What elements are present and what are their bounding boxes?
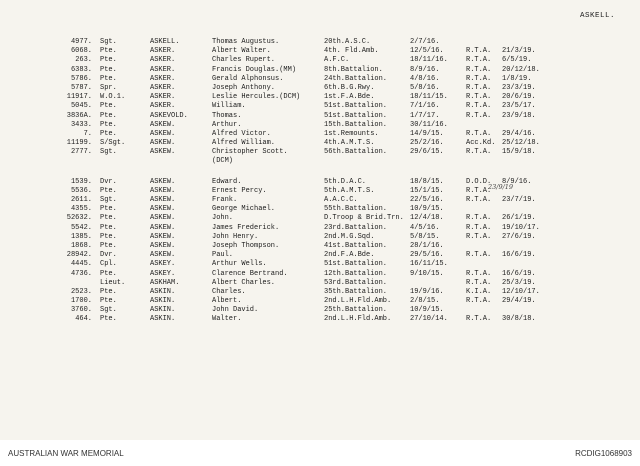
cell-status: K.I.A. <box>466 287 492 296</box>
cell-status: R.T.A. <box>466 223 492 232</box>
cell-sdate: 19/10/17. <box>502 223 540 232</box>
cell-status: R.T.A. <box>466 232 492 241</box>
cell-surname: ASKEW. <box>150 139 176 148</box>
cell-unit: 55th.Battalion. <box>324 205 388 214</box>
cell-unit: A.A.C.C. <box>324 196 358 204</box>
cell-num: 3836A. <box>66 111 92 120</box>
cell-date: 8/9/16. <box>410 65 440 74</box>
table-row <box>0 93 640 102</box>
cell-status: R.T.A. <box>466 148 492 157</box>
cell-status: D.O.D. <box>466 177 492 186</box>
cell-date: 4/8/16. <box>410 74 440 83</box>
cell-num: 1868. <box>70 241 92 250</box>
cell-sdate: 29/4/19. <box>502 297 536 306</box>
cell-unit: 5th.D.A.C. <box>324 177 367 186</box>
table-row <box>0 242 640 251</box>
cell-date: 5/8/15. <box>410 232 440 241</box>
cell-num: 28942. <box>66 251 92 260</box>
cell-status: R.T.A. <box>466 196 492 204</box>
cell-num: 1539. <box>70 177 92 186</box>
cell-num: 11199. <box>66 139 92 148</box>
cell-unit: 20th.A.S.C. <box>324 38 371 46</box>
cell-given: John. <box>212 214 234 223</box>
cell-date: 12/4/18. <box>410 214 444 223</box>
cell-date: 14/9/15. <box>410 129 444 138</box>
cell-date: 19/9/16. <box>410 287 444 296</box>
table-row <box>0 297 640 306</box>
table-row <box>0 260 640 269</box>
cell-sdate: 15/9/18. <box>502 148 536 157</box>
cell-num: 1700. <box>70 297 92 306</box>
cell-unit: 2nd.L.H.Fld.Amb. <box>324 315 392 324</box>
cell-unit: 6th.B.G.Rwy. <box>324 83 375 92</box>
cell-rank: Pte. <box>100 111 117 120</box>
cell-rank: Pte. <box>100 269 117 278</box>
cell-date: 29/6/15. <box>410 148 444 157</box>
cell-surname: ASKEW. <box>150 196 176 204</box>
cell-sdate: 16/6/19. <box>502 269 536 278</box>
cell-sdate: 6/5/19. <box>502 56 532 65</box>
cell-unit: 1st.F.A.Bde. <box>324 93 375 102</box>
cell-sdate: 1/8/19. <box>502 74 532 83</box>
cell-date: 18/8/15. <box>410 177 444 186</box>
cell-status: R.T.A. <box>466 83 492 92</box>
cell-sdate: 21/3/19. <box>502 47 536 56</box>
cell-sdate: 20/12/18. <box>502 65 540 74</box>
cell-date: 4/5/16. <box>410 223 440 232</box>
cell-rank: Dvr. <box>100 177 117 186</box>
cell-num: 263. <box>75 56 92 65</box>
cell-sdate: 20/6/19. <box>502 93 536 102</box>
cell-unit: 51st.Battalion. <box>324 260 388 269</box>
cell-given: William. <box>212 102 246 111</box>
cell-unit: 1st.Remounts. <box>324 129 379 138</box>
cell-given: Arthur. <box>212 120 242 129</box>
cell-surname: ASKEW. <box>150 177 176 186</box>
cell-sdate: 16/6/19. <box>502 251 536 260</box>
handwritten-note: 23/9/19 <box>488 183 514 191</box>
cell-rank: Cpl. <box>100 260 117 269</box>
cell-given: Alfred Victor. <box>212 129 271 138</box>
cell-num: 5787. <box>70 83 92 92</box>
cell-surname: ASKIN. <box>150 315 176 324</box>
table-row <box>0 121 640 130</box>
cell-sdate: 8/9/16. <box>502 177 532 186</box>
table-row <box>0 102 640 111</box>
table-row <box>0 279 640 288</box>
cell-unit: 8th.Battalion. <box>324 65 383 74</box>
cell-given: Albert Walter. <box>212 47 271 56</box>
cell-sdate: 23/7/19. <box>502 196 536 204</box>
cell-surname: ASKIN. <box>150 297 176 306</box>
cell-unit: 2nd.L.H.Fld.Amb. <box>324 297 392 306</box>
cell-given: Thomas Augustus. <box>212 38 280 46</box>
cell-status: R.T.A. <box>466 93 492 102</box>
cell-rank: Sgt. <box>100 148 117 157</box>
cell-rank: Sgt. <box>100 38 117 46</box>
cell-date: 2/8/15. <box>410 297 440 306</box>
cell-unit: 5th.A.M.T.S. <box>324 186 375 195</box>
cell-surname: ASKEW. <box>150 129 176 138</box>
cell-given: John David. <box>212 306 259 315</box>
cell-unit: 4th. Fld.Amb. <box>324 47 379 56</box>
cell-date: 18/11/15. <box>410 93 448 102</box>
cell-surname: ASKEY. <box>150 269 176 278</box>
cell-status: R.T.A. <box>466 269 492 278</box>
cell-num: 5045. <box>70 102 92 111</box>
cell-rank: W.O.1. <box>100 93 126 102</box>
cell-sdate: 25/12/18. <box>502 139 540 148</box>
cell-unit: 51st.Battalion. <box>324 102 388 111</box>
table-row <box>0 66 640 75</box>
cell-given: Ernest Percy. <box>212 186 267 195</box>
cell-status: R.T.A. <box>466 102 492 111</box>
cell-status: R.T.A. <box>466 214 492 223</box>
cell-unit: 15th.Battalion. <box>324 120 388 129</box>
cell-num: 4355. <box>70 205 92 214</box>
cell-surname: ASKEW. <box>150 241 176 250</box>
cell-surname: ASKEW. <box>150 186 176 195</box>
cell-surname: ASKEW. <box>150 120 176 129</box>
cell-rank: Pte. <box>100 102 117 111</box>
footer-bar <box>0 440 640 466</box>
cell-status: Acc.Kd. <box>466 139 496 148</box>
table-row <box>0 187 640 196</box>
cell-date: 25/2/16. <box>410 139 444 148</box>
cell-rank: Pte. <box>100 65 117 74</box>
cell-status: R.T.A. <box>466 297 492 306</box>
cell-rank: Sgt. <box>100 306 117 315</box>
cell-rank: Pte. <box>100 186 117 195</box>
cell-sdate: 12/10/17. <box>502 287 540 296</box>
cell-surname: ASKER. <box>150 74 176 83</box>
cell-date: 15/1/15. <box>410 186 444 195</box>
cell-surname: ASKER. <box>150 47 176 56</box>
cell-given: Charles. <box>212 287 246 296</box>
cell-num: 2777. <box>70 148 92 157</box>
cell-unit: 53rd.Battalion. <box>324 278 388 287</box>
cell-given: (DCM) <box>212 157 234 166</box>
cell-surname: ASKEVOLD. <box>150 111 188 120</box>
cell-status: R.T.A. <box>466 251 492 260</box>
table-row <box>0 270 640 279</box>
cell-rank: Pte. <box>100 74 117 83</box>
table-row <box>0 84 640 93</box>
cell-sdate: 26/1/19. <box>502 214 536 223</box>
cell-surname: ASKER. <box>150 65 176 74</box>
cell-given: George Michael. <box>212 205 276 214</box>
table-row <box>0 233 640 242</box>
cell-surname: ASKEW. <box>150 223 176 232</box>
cell-num: 6383. <box>70 65 92 74</box>
cell-given: Frank. <box>212 196 238 204</box>
cell-surname: ASKEW. <box>150 205 176 214</box>
cell-rank: Pte. <box>100 287 117 296</box>
cell-sdate: 23/3/19. <box>502 83 536 92</box>
cell-sdate: 23/9/18. <box>502 111 536 120</box>
cell-given: Joseph Thompson. <box>212 241 280 250</box>
cell-num: 6068. <box>70 47 92 56</box>
cell-unit: 23rd.Battalion. <box>324 223 388 232</box>
cell-unit: 51st.Battalion. <box>324 111 388 120</box>
cell-status: R.T.A. <box>466 65 492 74</box>
cell-date: 10/9/15. <box>410 306 444 315</box>
table-row <box>0 251 640 260</box>
cell-rank: Lieut. <box>100 278 126 287</box>
cell-unit: 24th.Battalion. <box>324 74 388 83</box>
cell-date: 7/1/16. <box>410 102 440 111</box>
cell-given: John Henry. <box>212 232 259 241</box>
table-row <box>0 47 640 56</box>
cell-rank: Spr. <box>100 83 117 92</box>
cell-rank: Pte. <box>100 120 117 129</box>
cell-given: Clarence Bertrand. <box>212 269 288 278</box>
cell-date: 2/7/16. <box>410 38 440 46</box>
cell-rank: Dvr. <box>100 251 117 260</box>
cell-rank: Pte. <box>100 297 117 306</box>
cell-given: Joseph Anthony. <box>212 83 276 92</box>
cell-rank: Pte. <box>100 205 117 214</box>
cell-num: 5542. <box>70 223 92 232</box>
cell-date: 16/11/15. <box>410 260 448 269</box>
cell-num: 464. <box>75 315 92 324</box>
table-row <box>0 139 640 148</box>
cell-surname: ASKELL. <box>150 38 180 46</box>
cell-unit: D.Troop & Brid.Trn. <box>324 214 404 223</box>
table-row <box>0 38 640 47</box>
cell-surname: ASKEW. <box>150 251 176 260</box>
cell-surname: ASKEW. <box>150 148 176 157</box>
cell-rank: Sgt. <box>100 196 117 204</box>
cell-given: Walter. <box>212 315 242 324</box>
table-row <box>0 196 640 205</box>
cell-unit: 12th.Battalion. <box>324 269 388 278</box>
cell-sdate: 25/3/19. <box>502 278 536 287</box>
cell-date: 12/5/16. <box>410 47 444 56</box>
table-row <box>0 75 640 84</box>
cell-date: 9/10/15. <box>410 269 444 278</box>
cell-status: R.T.A. <box>466 186 492 195</box>
cell-sdate: 27/6/19. <box>502 232 536 241</box>
cell-unit: 2nd.F.A.Bde. <box>324 251 375 260</box>
cell-date: 28/1/16. <box>410 241 444 250</box>
cell-status: R.T.A. <box>466 315 492 324</box>
table-row <box>0 315 640 324</box>
cell-unit: 4th.A.M.T.S. <box>324 139 375 148</box>
cell-rank: Pte. <box>100 47 117 56</box>
table-row <box>0 288 640 297</box>
cell-rank: Pte. <box>100 315 117 324</box>
cell-date: 22/5/16. <box>410 196 444 204</box>
cell-num: 2611. <box>70 196 92 204</box>
cell-surname: ASKEW. <box>150 232 176 241</box>
table-row <box>0 205 640 214</box>
cell-surname: ASKER. <box>150 102 176 111</box>
cell-status: R.T.A. <box>466 278 492 287</box>
cell-date: 18/11/16. <box>410 56 448 65</box>
cell-rank: Pte. <box>100 129 117 138</box>
cell-given: Albert Charles. <box>212 278 276 287</box>
cell-sdate: 23/5/17. <box>502 102 536 111</box>
cell-num: 3760. <box>70 306 92 315</box>
cell-rank: S/Sgt. <box>100 139 126 148</box>
cell-given: Arthur Wells. <box>212 260 267 269</box>
roll-table <box>0 38 640 325</box>
table-row <box>0 56 640 65</box>
cell-given: Edward. <box>212 177 242 186</box>
cell-date: 5/8/16. <box>410 83 440 92</box>
cell-given: Christopher Scott. <box>212 148 288 157</box>
cell-num: 11917. <box>66 93 92 102</box>
cell-given: Paul. <box>212 251 234 260</box>
cell-unit: 41st.Battalion. <box>324 241 388 250</box>
cell-surname: ASKEW. <box>150 214 176 223</box>
cell-unit: 2nd.M.G.Sqd. <box>324 232 375 241</box>
cell-num: 4445. <box>70 260 92 269</box>
header-surname: ASKELL. <box>580 12 616 20</box>
table-row <box>0 178 640 187</box>
cell-given: Gerald Alphonsus. <box>212 74 284 83</box>
cell-num: 5786. <box>70 74 92 83</box>
cell-rank: Pte. <box>100 223 117 232</box>
cell-given: Charles Rupert. <box>212 56 276 65</box>
cell-status: R.T.A. <box>466 129 492 138</box>
cell-given: Thomas. <box>212 111 242 120</box>
cell-surname: ASKHAM. <box>150 278 180 287</box>
cell-given: Alfred William. <box>212 139 276 148</box>
table-row <box>0 148 640 157</box>
cell-rank: Pte. <box>100 241 117 250</box>
table-row <box>0 224 640 233</box>
cell-given: Leslie Hercules.(DCM) <box>212 93 301 102</box>
cell-num: 52632. <box>66 214 92 223</box>
cell-date: 1/7/17. <box>410 111 440 120</box>
cell-status: R.T.A. <box>466 56 492 65</box>
cell-num: 4736. <box>70 269 92 278</box>
cell-status: R.T.A. <box>466 111 492 120</box>
table-row <box>0 112 640 121</box>
cell-surname: ASKER. <box>150 83 176 92</box>
cell-rank: Pte. <box>100 214 117 223</box>
cell-given: Francis Douglas.(MM) <box>212 65 297 74</box>
cell-status: R.T.A. <box>466 74 492 83</box>
cell-given: James Frederick. <box>212 223 280 232</box>
cell-unit: 35th.Battalion. <box>324 287 388 296</box>
cell-surname: ASKER. <box>150 93 176 102</box>
cell-num: 4977. <box>70 38 92 46</box>
cell-num: 1385. <box>70 232 92 241</box>
cell-num: 5536. <box>70 186 92 195</box>
cell-given: Albert. <box>212 297 242 306</box>
cell-rank: Pte. <box>100 56 117 65</box>
cell-sdate: 29/4/16. <box>502 129 536 138</box>
cell-date: 10/9/15. <box>410 205 444 214</box>
table-row <box>0 157 640 166</box>
footer-institution: AUSTRALIAN WAR MEMORIAL <box>8 449 124 458</box>
cell-surname: ASKIN. <box>150 306 176 315</box>
cell-date: 27/10/14. <box>410 315 448 324</box>
cell-date: 30/11/16. <box>410 120 448 129</box>
cell-unit: 25th.Battalion. <box>324 306 388 315</box>
table-row <box>0 130 640 139</box>
cell-num: 2523. <box>70 287 92 296</box>
cell-unit: 56th.Battalion. <box>324 148 388 157</box>
cell-status: R.T.A. <box>466 47 492 56</box>
cell-num: 7. <box>83 129 92 138</box>
table-row <box>0 214 640 223</box>
cell-surname: ASKER. <box>150 56 176 65</box>
cell-rank: Pte. <box>100 232 117 241</box>
cell-date: 29/5/16. <box>410 251 444 260</box>
cell-surname: ASKIN. <box>150 287 176 296</box>
cell-unit: A.F.C. <box>324 56 350 65</box>
cell-surname: ASKEY. <box>150 260 176 269</box>
cell-num: 3433. <box>70 120 92 129</box>
table-row <box>0 306 640 315</box>
cell-sdate: 30/8/18. <box>502 315 536 324</box>
footer-record-id: RCDIG1068903 <box>575 449 632 458</box>
